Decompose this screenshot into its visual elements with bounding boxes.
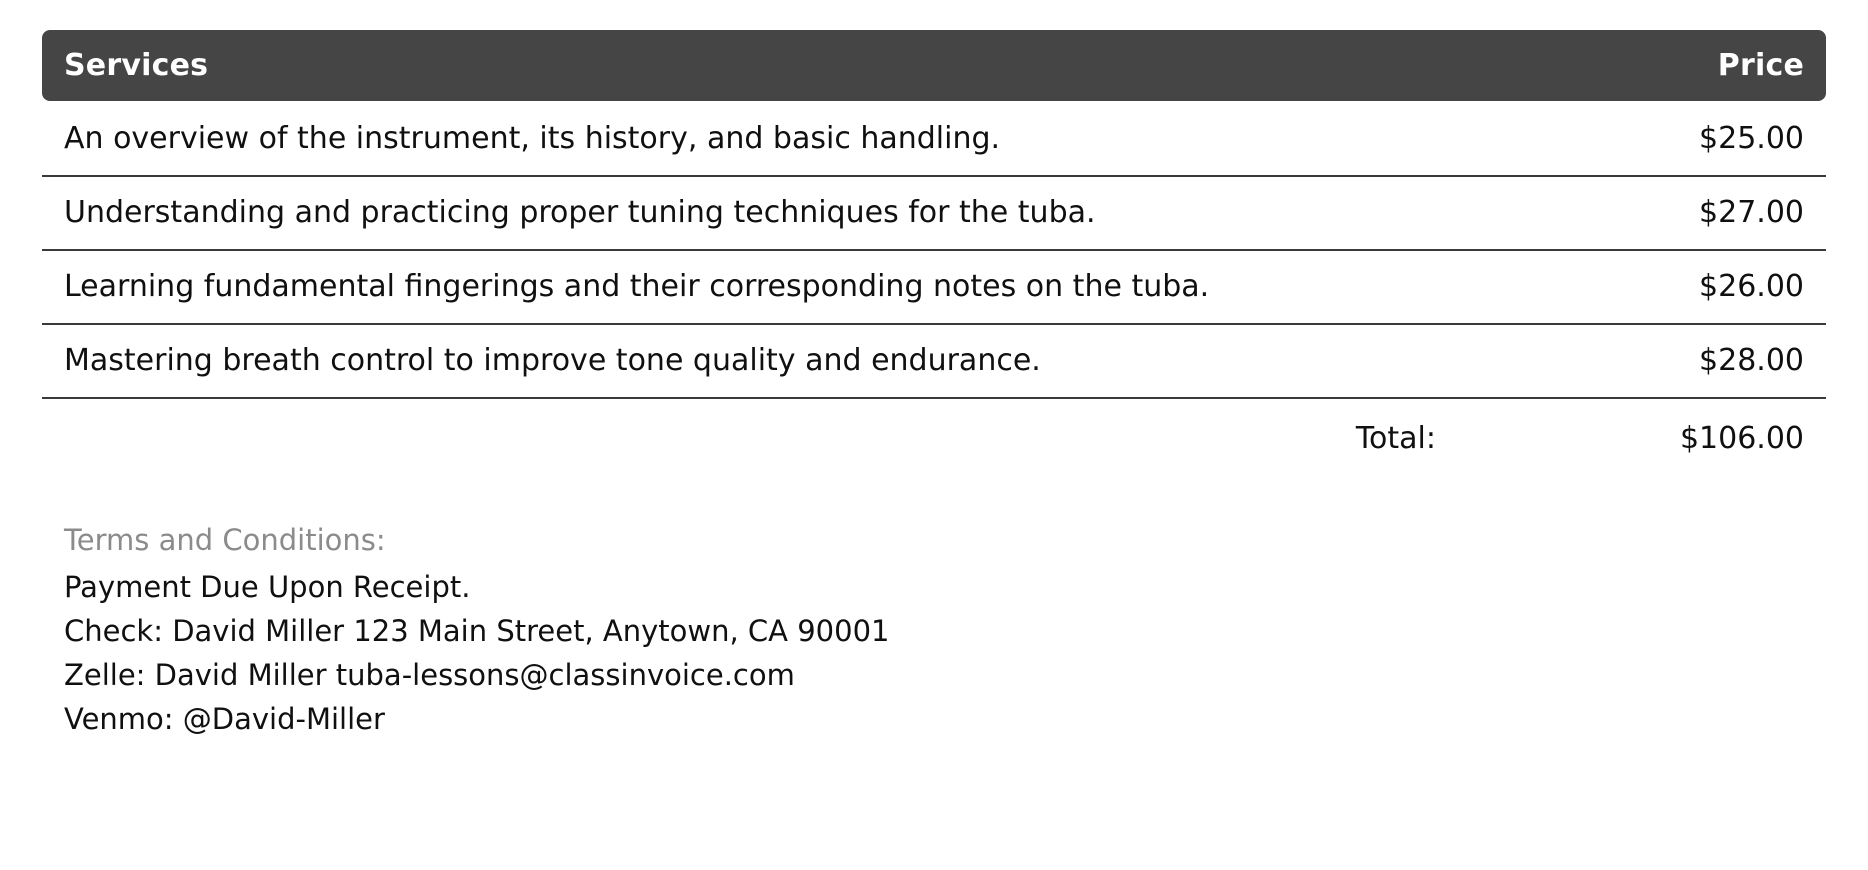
terms-line-zelle: Zelle: David Miller tuba-lessons@classinvoice.com bbox=[64, 658, 795, 693]
table-row bbox=[42, 176, 1826, 250]
terms-line-check: Check: David Miller 123 Main Street, Anytown, CA 90001 bbox=[64, 614, 890, 649]
table-row bbox=[42, 250, 1826, 324]
table-header-row bbox=[42, 30, 1826, 101]
service-description: Understanding and practicing proper tuning techniques for the tuba. bbox=[42, 176, 1482, 250]
total-row bbox=[42, 398, 1826, 475]
column-header-services: Services bbox=[42, 30, 1482, 101]
terms-line-payment: Payment Due Upon Receipt. bbox=[64, 570, 471, 604]
table-row bbox=[42, 101, 1826, 176]
services-table-header bbox=[42, 30, 1826, 101]
service-description: An overview of the instrument, its history, and basic handling. bbox=[42, 101, 1482, 176]
services-table bbox=[42, 30, 1826, 475]
total-value: $106.00 bbox=[1679, 421, 1804, 456]
terms-title: Terms and Conditions: bbox=[64, 523, 386, 557]
service-price: $25.00 bbox=[1482, 101, 1826, 176]
terms-line-venmo: Venmo: @David-Miller bbox=[64, 702, 385, 737]
service-price: $27.00 bbox=[1482, 176, 1826, 250]
services-table-body bbox=[42, 101, 1826, 475]
service-price: $26.00 bbox=[1482, 250, 1826, 324]
total-label: Total: bbox=[1355, 421, 1436, 456]
table-row bbox=[42, 324, 1826, 398]
service-description: Mastering breath control to improve tone quality and endurance. bbox=[42, 324, 1482, 398]
service-description: Learning fundamental fingerings and their corresponding notes on the tuba. bbox=[42, 250, 1482, 324]
terms-and-conditions-section bbox=[42, 523, 1826, 741]
service-price: $28.00 bbox=[1482, 324, 1826, 398]
column-header-price: Price bbox=[1482, 30, 1826, 101]
